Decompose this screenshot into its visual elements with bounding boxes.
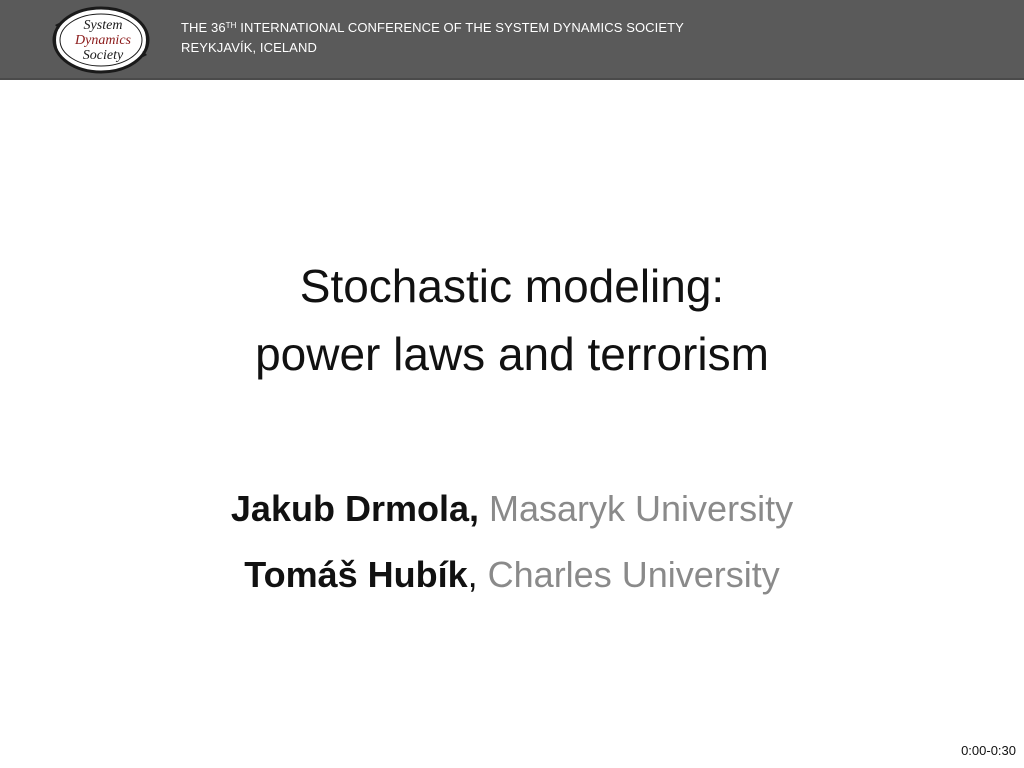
- slide-title-line1: Stochastic modeling:: [299, 260, 725, 312]
- logo-word-society: Society: [82, 48, 124, 63]
- author-item: [0, 542, 1024, 608]
- logo-word-dynamics: Dynamics: [75, 33, 131, 48]
- conference-info: [181, 18, 684, 58]
- logo-word-system: System: [83, 18, 123, 33]
- system-dynamics-society-logo: [51, 5, 155, 75]
- author-affiliation: Masaryk University: [489, 488, 794, 529]
- author-list: [0, 476, 1024, 608]
- author-separator: ,: [467, 554, 488, 595]
- slide-title-line2: power laws and terrorism: [255, 328, 769, 380]
- conference-title: [181, 18, 684, 38]
- conference-location: REYKJAVÍK, ICELAND: [181, 40, 317, 55]
- author-name: Tomáš Hubík: [244, 554, 468, 595]
- timestamp: 0:00-0:30: [961, 743, 1016, 758]
- slide-title: [0, 252, 1024, 388]
- author-affiliation: Charles University: [487, 554, 780, 595]
- conference-title-ordinal: TH: [225, 21, 237, 30]
- conference-title-prefix: THE 36: [181, 20, 226, 35]
- conference-title-suffix: INTERNATIONAL CONFERENCE OF THE SYSTEM DYNAMICS SOCIETY: [236, 20, 684, 35]
- author-separator: [479, 488, 489, 529]
- author-item: [0, 476, 1024, 542]
- author-name: Jakub Drmola,: [230, 488, 479, 529]
- header-bar: [0, 0, 1024, 80]
